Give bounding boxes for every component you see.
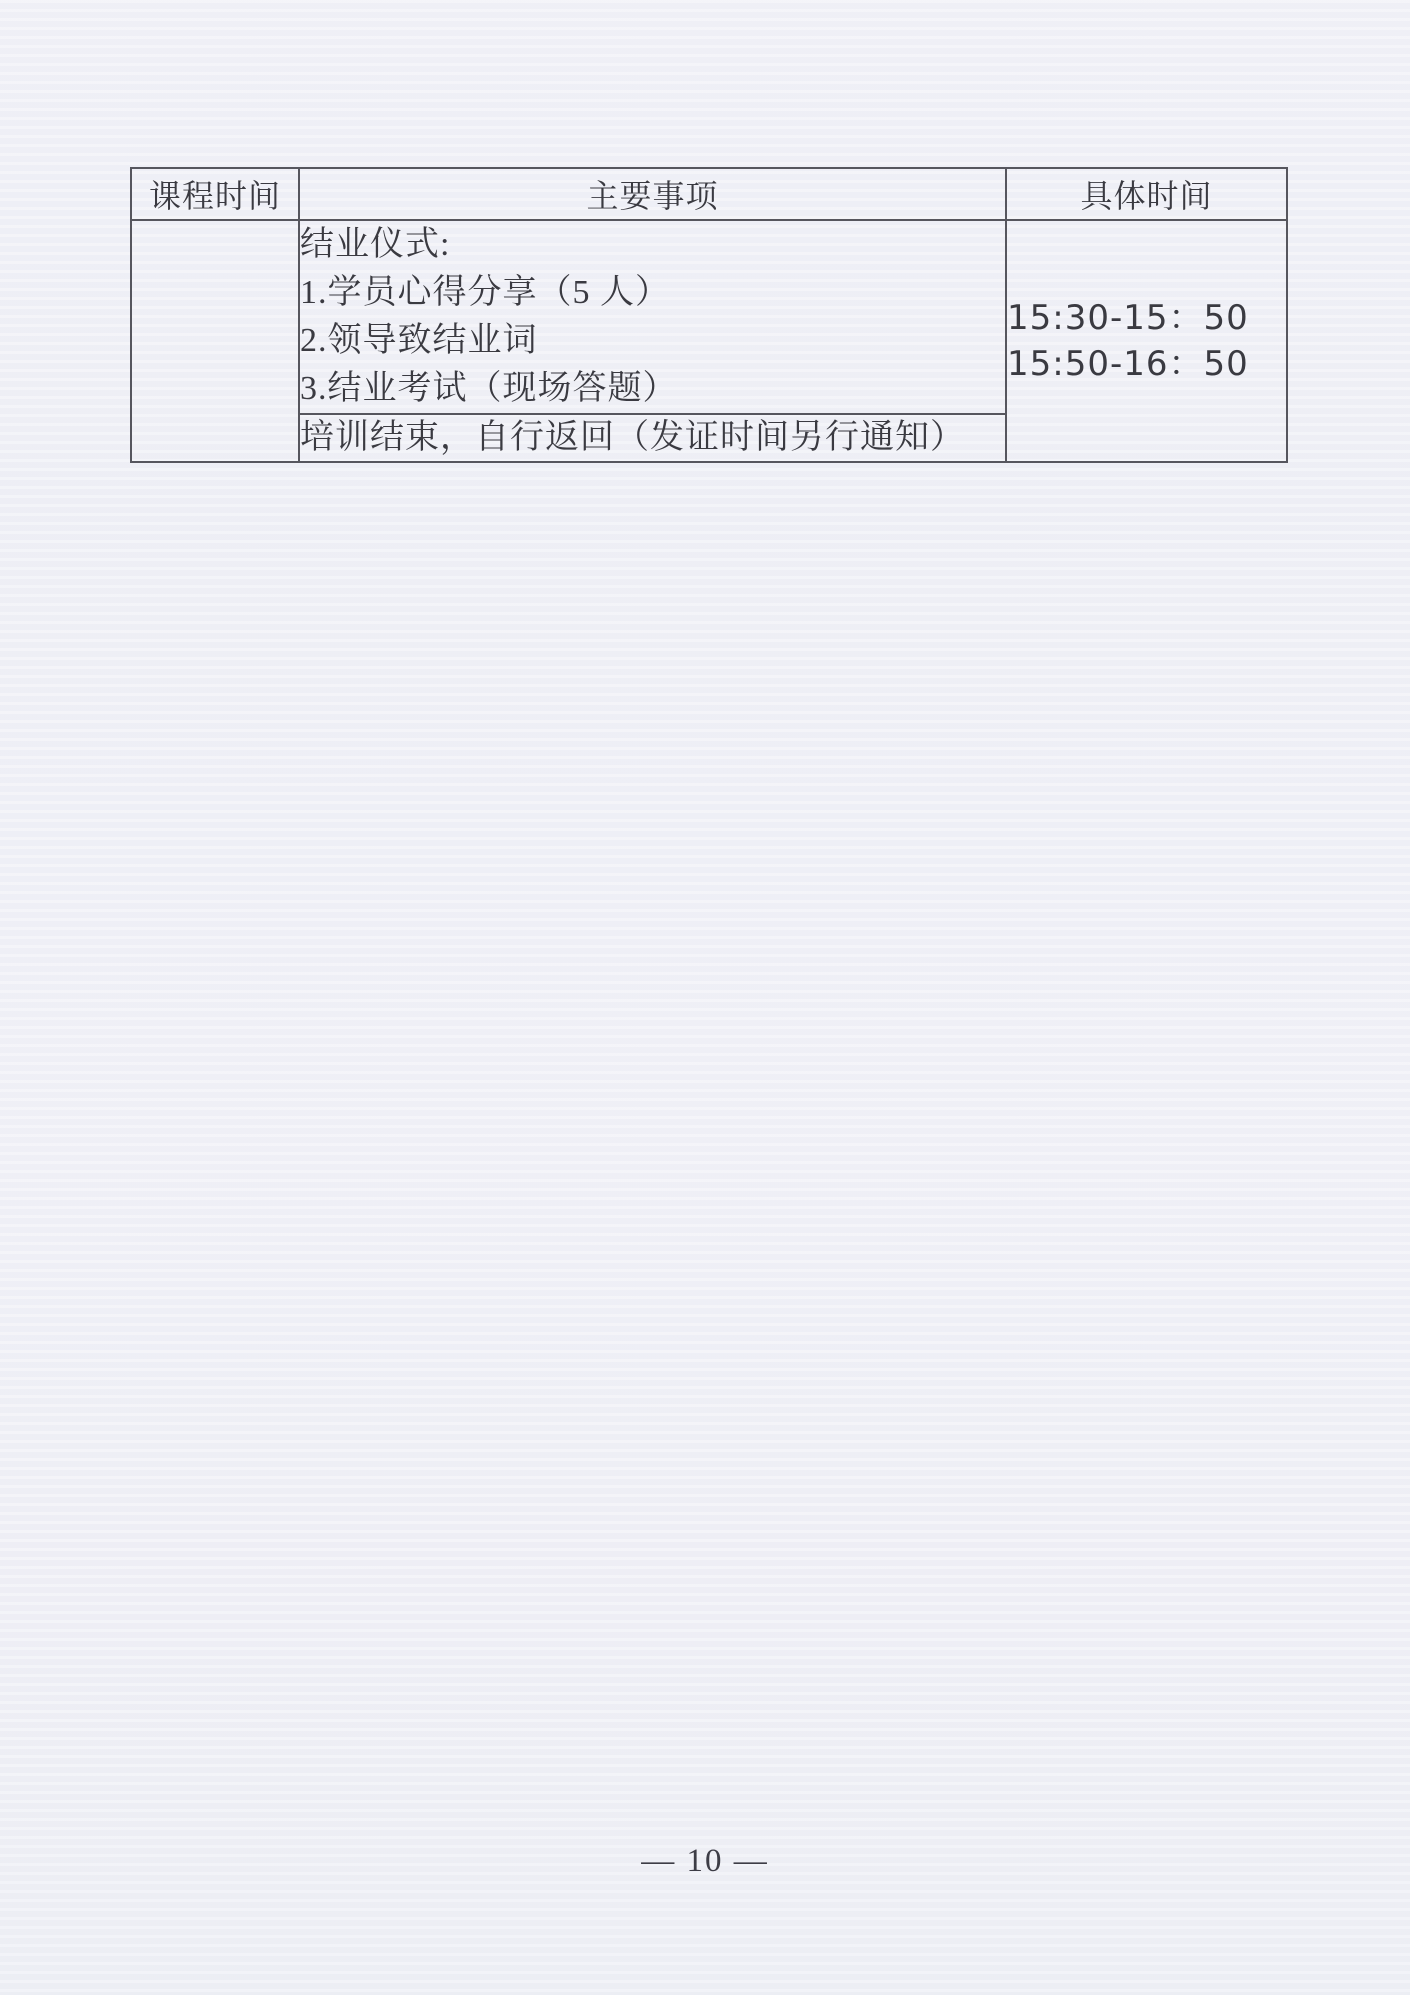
header-main-items: 主要事项 [299, 168, 1006, 220]
time-range: 15:30-15：50 [1007, 298, 1249, 338]
cell-main-items [299, 220, 1006, 414]
item-line-sharing: 1.学员心得分享（5 人） [300, 274, 670, 311]
page-number: — 10 — [641, 1843, 769, 1879]
header-course-time: 课程时间 [131, 168, 299, 220]
table-header-row [131, 168, 1287, 220]
item-line-exam: 3.结业考试（现场答题） [300, 370, 678, 407]
cell-training-end: 培训结束，自行返回（发证时间另行通知） [299, 414, 1006, 462]
table-row [131, 220, 1287, 414]
header-specific-time: 具体时间 [1006, 168, 1287, 220]
schedule-table [130, 167, 1288, 463]
item-line-leader-speech: 2.领导致结业词 [300, 322, 538, 359]
cell-course-time [131, 220, 299, 462]
item-line-ceremony-title: 结业仪式: [300, 226, 451, 263]
cell-specific-times [1006, 220, 1287, 462]
time-range: 15:50-16：50 [1007, 344, 1249, 384]
